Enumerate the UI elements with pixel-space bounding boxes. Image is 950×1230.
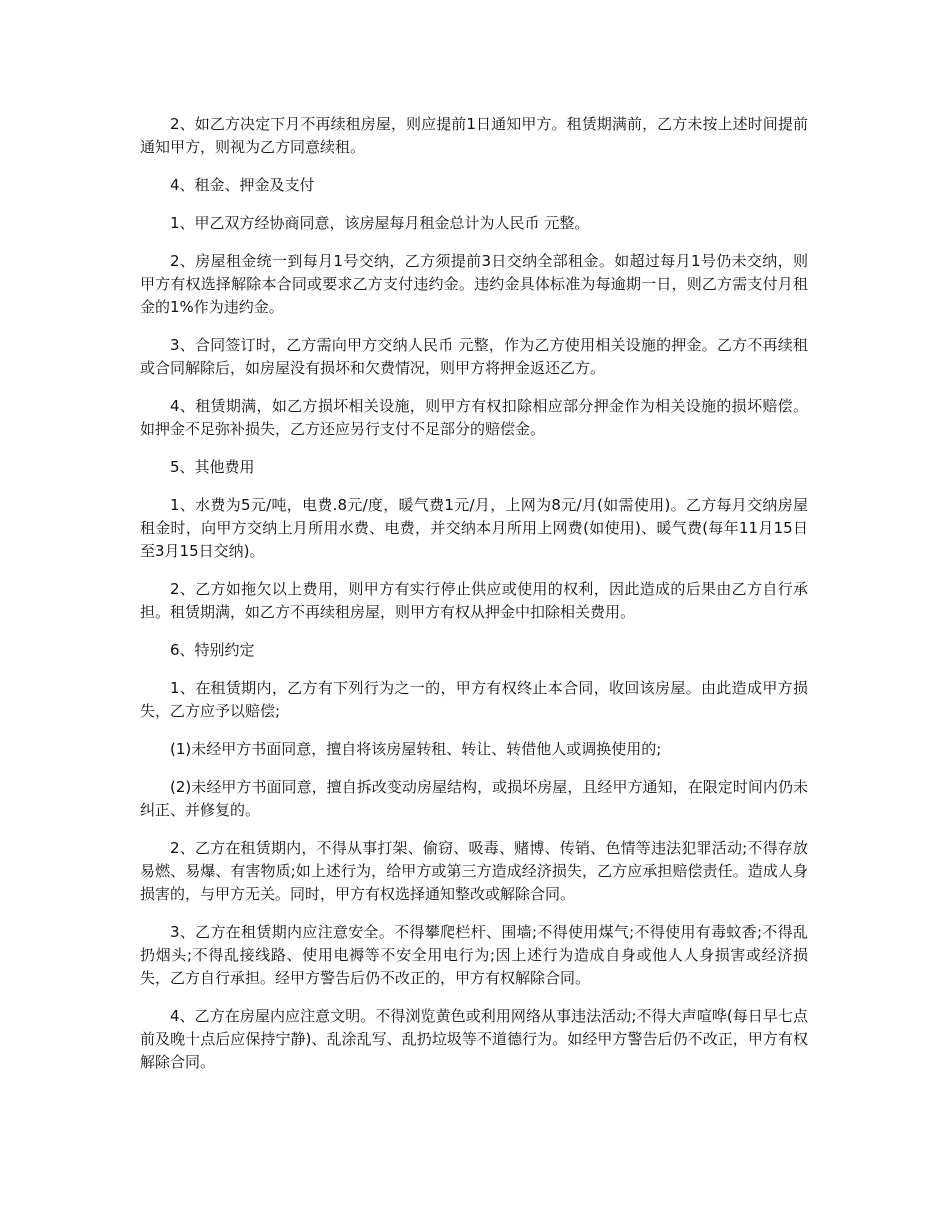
section-heading-rent-deposit: 4、租金、押金及支付 [170,176,315,194]
paragraph-termination: 1、在租赁期内，乙方有下列行为之一的，甲方有权终止本合同，收回该房屋。由此造成甲方损失，乙方应予以赔偿; [140,679,808,720]
document-page [140,113,808,1089]
section-heading-other-fees: 5、其他费用 [170,458,255,476]
paragraph-safety: 3、乙方在租赁期内应注意安全。不得攀爬栏杆、围墙;不得使用煤气;不得使用有毒蚊香;不得乱扔烟头;不得乱接线路、使用电褥等不安全用电行为;因上述行为造成自身或他人人身损害或经济损失，乙方自行承担。经甲方警告后仍不改正的，甲方有权解除合同。 [140,923,808,987]
section-heading-special-terms: 6、特别约定 [170,641,255,659]
paragraph-utility-fees: 1、水费为5元/吨，电费.8元/度，暖气费1元/月，上网为8元/月(如需使用)。乙方每月交纳房屋租金时，向甲方交纳上月所用水费、电费，并交纳本月所用上网费(如使用)、暖气费(每年11月15日至3月15日交纳)。 [140,496,808,560]
paragraph-fee-arrears: 2、乙方如拖欠以上费用，则甲方有实行停止供应或使用的权利，因此造成的后果由乙方自行承担。租赁期满，如乙方不再续租房屋，则甲方有权从押金中扣除相关费用。 [140,580,808,621]
paragraph-civility: 4、乙方在房屋内应注意文明。不得浏览黄色或利用网络从事违法活动;不得大声喧哗(每日早七点前及晚十点后应保持宁静)、乱涂乱写、乱扔垃圾等不道德行为。如经甲方警告后仍不改正，甲方有权解除合同。 [140,1007,808,1071]
paragraph-rent-payment: 2、房屋租金统一到每月1号交纳，乙方须提前3日交纳全部租金。如超过每月1号仍未交纳，则甲方有权选择解除本合同或要求乙方支付违约金。违约金具体标准为每逾期一日，则乙方需支付月租金的1%作为违约金。 [140,252,808,316]
paragraph-clause-2: (2)未经甲方书面同意，擅自拆改变动房屋结构，或损坏房屋，且经甲方通知，在限定时间内仍未纠正、并修复的。 [140,778,808,819]
paragraph-deposit: 3、合同签订时，乙方需向甲方交纳人民币 元整，作为乙方使用相关设施的押金。乙方不再续租或合同解除后，如房屋没有损坏和欠费情况，则甲方将押金返还乙方。 [140,336,808,377]
paragraph-monthly-rent: 1、甲乙双方经协商同意，该房屋每月租金总计为人民币 元整。 [170,214,590,232]
paragraph-clause-1: (1)未经甲方书面同意，擅自将该房屋转租、转让、转借他人或调换使用的; [170,740,662,758]
paragraph-damage-compensation: 4、租赁期满，如乙方损坏相关设施，则甲方有权扣除相应部分押金作为相关设施的损坏赔偿。如押金不足弥补损失，乙方还应另行支付不足部分的赔偿金。 [140,397,808,438]
paragraph-renewal-notice: 2、如乙方决定下月不再续租房屋，则应提前1日通知甲方。租赁期满前，乙方未按上述时间提前通知甲方，则视为乙方同意续租。 [140,115,808,156]
paragraph-illegal-activities: 2、乙方在租赁期内，不得从事打架、偷窃、吸毒、赌博、传销、色情等违法犯罪活动;不得存放易燃、易爆、有害物质;如上述行为，给甲方或第三方造成经济损失，乙方应承担赔偿责任。造成人身损害的，与甲方无关。同时，甲方有权选择通知整改或解除合同。 [140,839,808,903]
